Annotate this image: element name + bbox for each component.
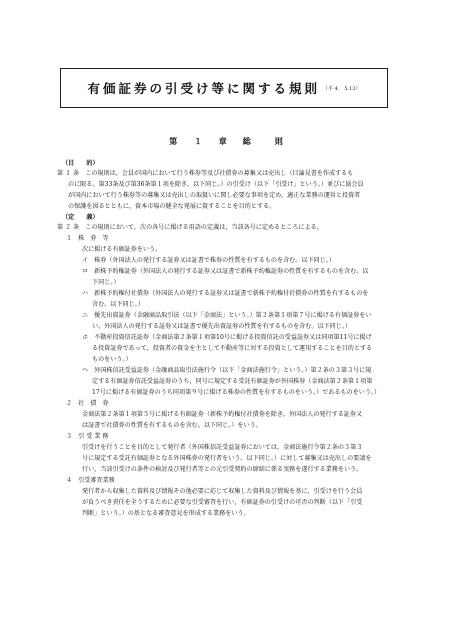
text-line: ３ 引 受 業 務	[66, 433, 109, 440]
text-line: 次に掲げる有価証券をいう。	[82, 246, 162, 253]
text-line: の保護を図るとともに，資本市場の健全な発展に資することを目的とする。	[68, 203, 276, 210]
text-line: 含む。以下同じ。）	[92, 301, 144, 308]
chapter-heading: 第 １ 章 総 則	[169, 136, 283, 146]
text-line: 第 ２ 条 この規則において，次の各号に掲げる用語の定義は，当該各号に定めるところによる。	[57, 224, 323, 231]
text-line: 発行者から収集した資料及び情報その他必要に応じて収集した資料及び情報を基に，引受けを行う会員	[82, 488, 363, 495]
text-line: ロ 新株予約権証券（外国法人の発行する証券又は証書で新株予約権証券の性質を有するものを含む。以	[82, 268, 369, 275]
text-line: 判断」という。）の基となる審査意見を形成する業務をいう。	[82, 510, 250, 517]
text-line: が国内において行う株券等の募集又は売出しの取扱いに関し必要な事項を定め，適正な業務の運営と投資者	[68, 192, 361, 199]
text-line: 定する有価証券信託受益証券のうち，同号に規定する受託有価証券が外国株券（金商法第２条第１項第	[92, 378, 373, 385]
text-line: い，外国法人の発行する証券又は証書で優先出資証券の性質を有するものを含む。以下同じ。）	[92, 323, 351, 330]
title-box	[60, 68, 388, 108]
document-title: 有価証券の引受け等に関する規則	[87, 81, 320, 96]
text-line: る投資証券であって，投資者の資金を主として不動産等に対する投資として運用することを目的とする	[92, 345, 373, 352]
text-line: が負うべき責任を全うするために必要な引受審査を行い，有価証券の引受けの可否の判断（以下「引受	[82, 499, 363, 506]
text-line: 引受けを行うことを目的として発行者（外国株信託受益証券においては，金商法施行令第２条の３第３	[82, 444, 363, 451]
text-line: 行い，当該引受けの条件の検討及び発行者等との元引受契約の締結に係る実務を遂行する業務をいう。	[82, 466, 363, 473]
text-line: のに限る。第33条及び第36条第１項を除き，以下同じ。）の引受け（以下「引受け」という。）並びに協会員	[68, 181, 364, 188]
text-line: １ 株 券 等	[66, 235, 109, 242]
text-line: ニ 優先出資証券（金融商品取引法（以下「金商法」という。）第２条第１項第７号に掲げる有価証券をい	[82, 312, 372, 319]
text-line: ものをいう。）	[92, 356, 132, 363]
section-heading: （定 義）	[62, 214, 99, 221]
section-heading: （目 的）	[62, 160, 99, 167]
text-line: ４ 引受審査業務	[66, 477, 115, 484]
text-line: ハ 新株予約権付社債券（外国法人の発行する証券又は証書で新株予約権付社債券の性質を有するものを	[82, 290, 369, 297]
text-line: イ 株券（外国法人の発行する証券又は証書で株券の性質を有するものを含む。以下同じ。）	[82, 257, 335, 264]
text-line: 号に規定する受託有価証券となる外国株券の発行者をいう。以下同じ。）に対して募集又は売出しの要請を	[82, 455, 372, 462]
text-line: 下同じ。）	[92, 279, 120, 286]
text-line: ホ 不動産投資信託証券（金商法第２条第１項第10号に掲げる投資信託の受益証券又は同項第11号に掲げ	[82, 334, 372, 341]
text-line: は証書で社債券の性質を有するものを含む。以下同じ。）をいう。	[82, 422, 262, 429]
text-line: 17号に掲げる有価証券のうち同項第９号に掲げる株券の性質を有するものをいう。）であるものをいう。）	[92, 389, 381, 396]
enactment-date: （平 4． 5.13）	[323, 85, 361, 92]
text-line: 金商法第２条第１項第５号に掲げる有価証券（新株予約権付社債券を除き，外国法人の発行する証券又	[82, 411, 363, 418]
text-line: ヘ 外国株信託受益証券（金融商品取引法施行令（以下「金商法施行令」という。）第２条の３第３号に規	[82, 367, 372, 374]
text-line: ２ 社 債 券	[66, 400, 109, 407]
text-line: 第 １ 条 この規則は，会員が国内において行う株券等及び社債券の募集又は売出し（目論見書を作成するも	[57, 170, 354, 177]
